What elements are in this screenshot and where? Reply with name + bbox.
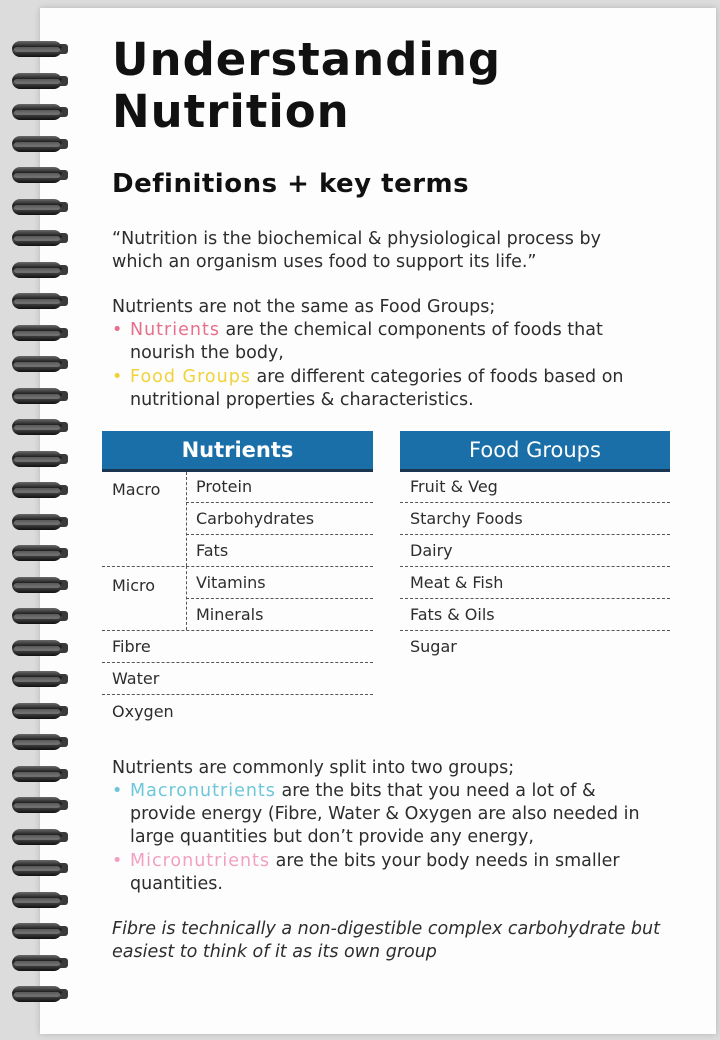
spiral-ring: [12, 479, 80, 501]
food-group-item: Fats & Oils: [410, 605, 495, 624]
spiral-ring: [12, 605, 80, 627]
spiral-ring: [12, 700, 80, 722]
spiral-ring: [12, 416, 80, 438]
nutrient-item: Oxygen: [112, 702, 174, 721]
nutrient-item: Carbohydrates: [196, 509, 315, 528]
term-micronutrients: Micronutrients: [130, 851, 271, 871]
food-group-item: Starchy Foods: [410, 509, 523, 528]
spiral-ring: [12, 70, 80, 92]
divider: [102, 694, 373, 695]
divider: [186, 472, 187, 566]
note-line-2: easiest to think of it as its own group: [112, 942, 437, 962]
title-line-2: Nutrition: [112, 85, 350, 138]
spiral-ring: [12, 826, 80, 848]
spiral-ring: [12, 227, 80, 249]
spiral-ring: [12, 637, 80, 659]
nutrient-item: Vitamins: [196, 573, 266, 592]
spiral-ring: [12, 133, 80, 155]
food-group-item: Meat & Fish: [410, 573, 504, 592]
bullet-text: are the bits that you need a lot of &: [275, 781, 596, 801]
spiral-ring: [12, 983, 80, 1005]
bullet-text-cont: nutritional properties & characteristics.: [130, 390, 474, 410]
nutrient-item: Fibre: [112, 637, 151, 656]
bullet-text-cont: provide energy (Fibre, Water & Oxygen are also needed in: [130, 804, 640, 824]
term-food-groups: Food Groups: [130, 367, 251, 387]
bullet-food-groups: [112, 366, 672, 412]
bullet-text: are the chemical components of foods that: [219, 320, 603, 340]
spiral-ring: [12, 763, 80, 785]
spiral-ring: [12, 668, 80, 690]
nutrient-item: Water: [112, 669, 160, 688]
bullet-dot-icon: •: [112, 851, 124, 871]
spiral-ring: [12, 385, 80, 407]
spiral-ring: [12, 857, 80, 879]
bullet-text: are different categories of foods based on: [250, 367, 624, 387]
term-nutrients: Nutrients: [130, 320, 220, 340]
note-line-1: Fibre is technically a non-digestible complex carbohydrate but: [112, 919, 660, 939]
spiral-ring: [12, 794, 80, 816]
food-group-item: Sugar: [410, 637, 457, 656]
nutrient-item: Minerals: [196, 605, 264, 624]
bullet-nutrients: [112, 319, 672, 365]
spiral-ring: [12, 448, 80, 470]
spiral-ring: [12, 731, 80, 753]
spiral-ring: [12, 38, 80, 60]
quote-line-2: which an organism uses food to support its life.”: [112, 252, 537, 272]
spiral-ring: [12, 889, 80, 911]
spiral-ring: [12, 164, 80, 186]
spiral-ring: [12, 574, 80, 596]
title-line-1: Understanding: [112, 33, 502, 86]
nutrient-item: Protein: [196, 477, 253, 496]
spiral-ring: [12, 542, 80, 564]
divider: [186, 566, 187, 630]
micro-label: Micro: [112, 576, 156, 595]
spiral-ring: [12, 353, 80, 375]
spiral-ring: [12, 322, 80, 344]
page-subtitle: Definitions + key terms: [112, 169, 470, 199]
bullet-text-cont: large quantities but don’t provide any energy,: [130, 827, 534, 847]
bullet-text-cont: nourish the body,: [130, 343, 284, 363]
bullet-text: are the bits your body needs in smaller: [270, 851, 620, 871]
term-macronutrients: Macronutrients: [130, 781, 276, 801]
intro-text-2: Nutrients are commonly split into two groups;: [112, 758, 515, 778]
spiral-ring: [12, 952, 80, 974]
food-group-item: Fruit & Veg: [410, 477, 498, 496]
page-title: [112, 34, 632, 138]
spiral-ring: [12, 920, 80, 942]
food-group-item: Dairy: [410, 541, 453, 560]
bullet-dot-icon: •: [112, 367, 124, 387]
bullet-dot-icon: •: [112, 320, 124, 340]
bullet-dot-icon: •: [112, 781, 124, 801]
bullet-macronutrients: [112, 780, 672, 849]
bullet-text-cont: quantities.: [130, 874, 223, 894]
spiral-ring: [12, 259, 80, 281]
bullet-micronutrients: [112, 850, 672, 896]
spiral-ring: [12, 196, 80, 218]
nutrients-table-header: Nutrients: [102, 431, 373, 472]
nutrient-item: Fats: [196, 541, 229, 560]
food-groups-table-header: Food Groups: [400, 431, 670, 472]
spiral-ring: [12, 101, 80, 123]
spiral-binding: [12, 38, 82, 1018]
quote-line-1: “Nutrition is the biochemical & physiological process by: [112, 229, 601, 249]
spiral-ring: [12, 511, 80, 533]
macro-label: Macro: [112, 480, 161, 499]
spiral-ring: [12, 290, 80, 312]
intro-text-1: Nutrients are not the same as Food Groups;: [112, 297, 496, 317]
